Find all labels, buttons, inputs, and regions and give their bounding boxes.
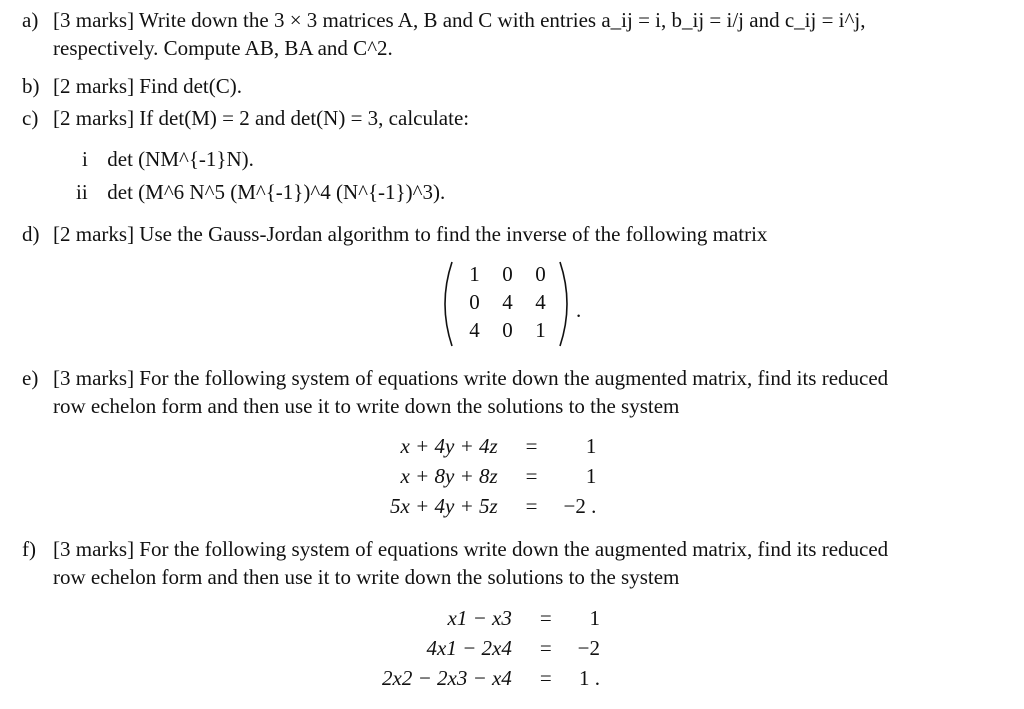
equation-row	[374, 664, 608, 692]
equation-lhs: 5x + 4y + 5z	[390, 494, 498, 518]
equation-rhs: −2 .	[563, 494, 597, 518]
question-label: a)	[22, 8, 39, 32]
subquestion-ii	[76, 178, 445, 206]
equation-lhs: x1 − x3	[447, 606, 512, 630]
equals-sign: =	[525, 434, 538, 458]
question-f	[22, 535, 1002, 591]
question-text: [3 marks] For the following system of equations write down the augmented matrix, find its reduced	[53, 366, 889, 390]
question-label: d)	[22, 222, 40, 246]
matrix-cell: 0	[502, 261, 513, 286]
matrix-cell: 4	[502, 289, 513, 314]
question-c	[22, 104, 1002, 132]
question-text: [2 marks] Find det(C).	[53, 74, 242, 98]
equation-rhs: 1	[585, 434, 597, 458]
matrix-period: .	[576, 298, 582, 322]
question-label: f)	[22, 537, 36, 561]
equation-row	[374, 634, 608, 662]
subquestion-i	[82, 145, 254, 173]
subquestion-expression: det (NM^{-1}N).	[107, 147, 254, 171]
equation-lhs: x + 4y + 4z	[400, 434, 498, 458]
question-b	[22, 72, 1002, 100]
question-a	[22, 6, 1002, 62]
equation-rhs: 1	[585, 464, 597, 488]
matrix-row	[458, 316, 557, 344]
equation-row	[382, 462, 604, 490]
equation-row	[382, 432, 604, 460]
subquestion-number: ii	[76, 180, 88, 204]
matrix-row	[458, 260, 557, 288]
question-e	[22, 364, 1002, 420]
equation-lhs: 2x2 − 2x3 − x4	[382, 666, 512, 690]
matrix-table	[458, 260, 557, 344]
matrix-cell: 0	[469, 289, 480, 314]
equation-lhs: 4x1 − 2x4	[426, 636, 512, 660]
matrix-cell: 1	[535, 317, 546, 342]
question-text-continued: row echelon form and then use it to write down the solutions to the system	[53, 565, 680, 589]
question-label: e)	[22, 366, 39, 390]
matrix-cell: 0	[535, 261, 546, 286]
equation-row	[382, 492, 604, 520]
equals-sign: =	[539, 636, 552, 660]
question-text: [3 marks] For the following system of equations write down the augmented matrix, find its reduced	[53, 537, 889, 561]
equation-rhs: 1 .	[579, 666, 600, 690]
equals-sign: =	[539, 606, 552, 630]
matrix-cell: 4	[535, 289, 546, 314]
matrix-cell: 0	[502, 317, 513, 342]
matrix-display	[436, 258, 596, 350]
equation-system-e	[380, 430, 606, 522]
equals-sign: =	[525, 494, 538, 518]
question-text-continued: respectively. Compute AB, BA and C^2.	[53, 36, 393, 60]
question-label: c)	[22, 106, 39, 130]
equation-lhs: x + 8y + 8z	[400, 464, 498, 488]
equation-system-f	[372, 602, 610, 694]
matrix-cell: 1	[469, 261, 480, 286]
subquestion-expression: det (M^6 N^5 (M^{-1})^4 (N^{-1})^3).	[107, 180, 446, 204]
equals-sign: =	[539, 666, 552, 690]
equation-rhs: −2	[577, 636, 600, 660]
question-text: [3 marks] Write down the 3 × 3 matrices A, B and C with entries a_ij = i, b_ij = i/j and c_ij = i^j,	[53, 8, 866, 32]
matrix-cell: 4	[469, 317, 480, 342]
equals-sign: =	[525, 464, 538, 488]
equation-rhs: 1	[589, 606, 600, 630]
question-label: b)	[22, 74, 40, 98]
question-text-continued: row echelon form and then use it to write down the solutions to the system	[53, 394, 680, 418]
subquestion-number: i	[82, 147, 88, 171]
question-d	[22, 220, 1002, 248]
question-text: [2 marks] If det(M) = 2 and det(N) = 3, calculate:	[53, 106, 470, 130]
equation-row	[374, 604, 608, 632]
question-text: [2 marks] Use the Gauss-Jordan algorithm to find the inverse of the following matrix	[53, 222, 768, 246]
matrix-row	[458, 288, 557, 316]
